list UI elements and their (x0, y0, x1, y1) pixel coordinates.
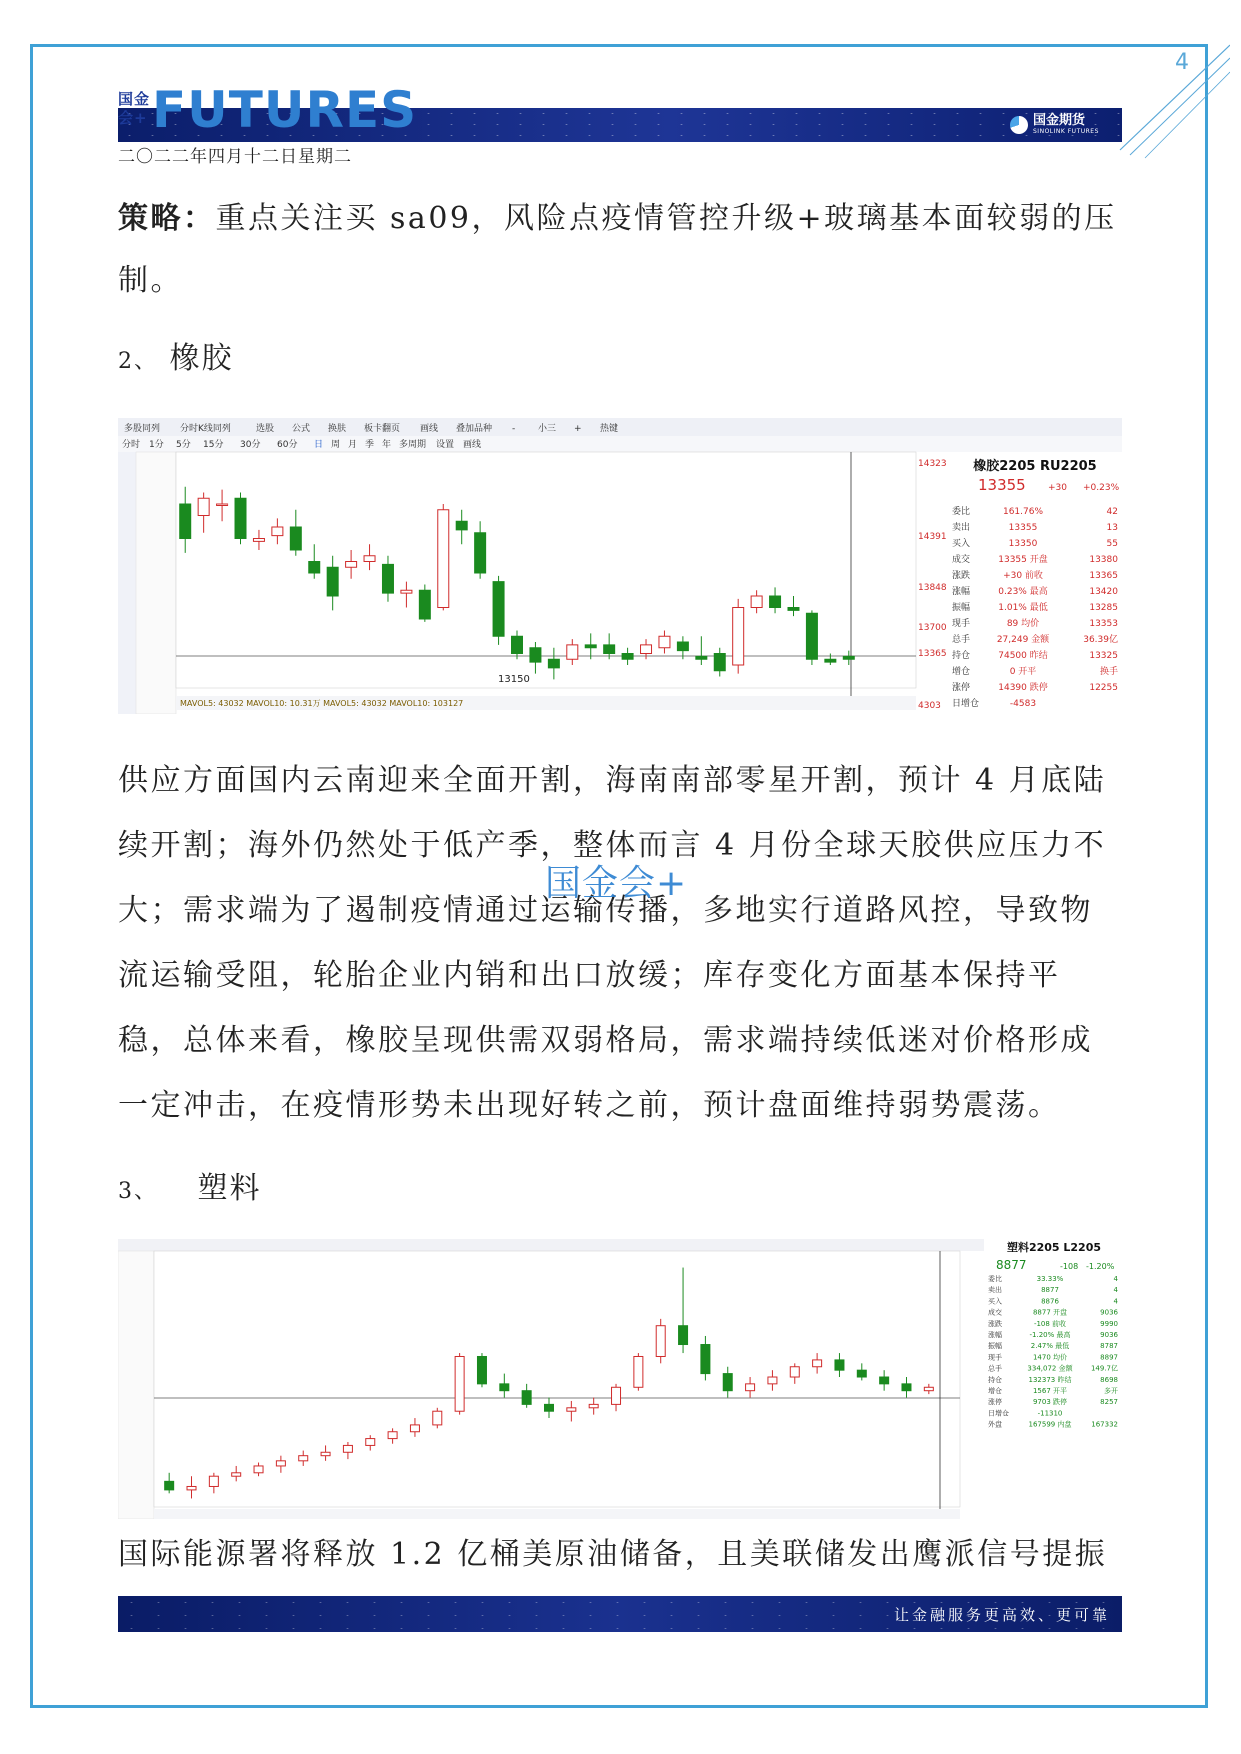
brand-mark-icon (1010, 116, 1028, 134)
period-tab: 日 (314, 440, 324, 450)
period-tab: 季 (365, 440, 375, 450)
quote-value-2: 36.39亿 (1083, 635, 1118, 645)
plastic-candle (433, 1408, 442, 1429)
quote-label: 现手 (952, 619, 971, 629)
quote-value-2: 13325 (1089, 651, 1118, 661)
quote-value: 8877 (1041, 1286, 1059, 1295)
rubber-candle (493, 576, 504, 645)
quote-label: 成交 (952, 555, 971, 565)
quote-label: 委比 (988, 1275, 1002, 1283)
rubber-low-label: 13150 (498, 674, 530, 685)
rubber-volume-label: MAVOL5: 43032 MAVOL10: 10.31万 MAVOL5: 43032 MAVOL10: 103127 (180, 699, 464, 708)
toolbar-item: 换肤 (328, 424, 347, 434)
plastic-quote-price: 8877 (996, 1258, 1027, 1272)
quote-label: 成交 (988, 1308, 1002, 1317)
rubber-heading-number: 2、 (118, 349, 158, 374)
plastic-quote-change-pct: -1.20% (1086, 1262, 1115, 1271)
quote-value-2: 多开 (1104, 1387, 1118, 1395)
quote-label: 卖出 (988, 1286, 1002, 1295)
quote-value-2: 13 (1106, 523, 1118, 533)
quote-value-2: 4 (1113, 1275, 1118, 1283)
plastic-chart-screenshot (118, 1239, 1122, 1519)
quote-label: 涨跌 (952, 571, 971, 581)
quote-value-2: 8787 (1100, 1342, 1118, 1351)
plastic-candle (455, 1353, 464, 1415)
quote-value: 167599 内盘 (1028, 1420, 1072, 1429)
plastic-candle (656, 1319, 665, 1363)
quote-value-2: 8257 (1100, 1398, 1118, 1407)
quote-value-2: 55 (1106, 539, 1118, 549)
period-tab: 周 (331, 440, 341, 450)
quote-label: 涨停 (952, 683, 971, 693)
y-tick-label: 13365 (918, 649, 947, 659)
quote-value-2: 13420 (1089, 587, 1118, 597)
quote-value: 132373 昨结 (1028, 1375, 1072, 1384)
quote-value-2: 9990 (1100, 1319, 1118, 1328)
watermark: 国金会+ (545, 863, 688, 904)
quote-value-2: 换手 (1099, 667, 1118, 677)
rubber-heading-text: 橡胶 (169, 341, 234, 376)
quote-value-2: 167332 (1091, 1420, 1118, 1429)
quote-label: 涨幅 (952, 587, 971, 597)
toolbar-item: 多股同列 (124, 424, 161, 434)
quote-value: 27,249 金额 (996, 635, 1050, 645)
quote-value: -11310 (1037, 1409, 1063, 1418)
period-tab: 15分 (203, 440, 224, 450)
toolbar-item: 公式 (292, 424, 311, 434)
y-tick-label: 14323 (918, 459, 947, 469)
quote-value-2: 42 (1106, 507, 1118, 517)
quote-value-2: 4 (1113, 1286, 1118, 1295)
quote-label: 日增仓 (952, 699, 980, 709)
quote-value-2: 13365 (1089, 571, 1118, 581)
period-tab: 1分 (149, 440, 164, 450)
quote-label: 振幅 (988, 1342, 1002, 1351)
quote-value-2: 13353 (1089, 619, 1118, 629)
logo-en: FUTURES (152, 81, 418, 139)
period-tab: 画线 (463, 440, 482, 450)
rubber-quote-title: 橡胶2205 RU2205 (973, 459, 1097, 474)
quote-label: 总手 (988, 1364, 1002, 1373)
corner-decoration (1110, 40, 1230, 160)
plastic-candle (634, 1353, 643, 1391)
rubber-candle (235, 493, 246, 545)
quote-value-2: 12255 (1089, 683, 1118, 693)
quote-value: 13355 开盘 (998, 555, 1048, 565)
quote-value-2: 9036 (1100, 1331, 1118, 1339)
rubber-candle (438, 504, 449, 610)
quote-value: 0.23% 最高 (998, 587, 1048, 597)
quote-value-2: 8897 (1100, 1353, 1118, 1362)
rubber-chart-screenshot (118, 418, 1122, 714)
footer-banner (118, 1596, 1122, 1632)
quote-label: 持仓 (952, 651, 971, 661)
quote-value: 8876 (1041, 1297, 1059, 1306)
quote-label: 总手 (952, 635, 971, 645)
quote-value-2: 13380 (1089, 555, 1118, 565)
quote-value-2: 9036 (1100, 1308, 1118, 1317)
quote-label: 振幅 (952, 603, 971, 613)
brand-logo (1010, 114, 1099, 135)
quote-value-2: 149.7亿 (1090, 1364, 1118, 1373)
period-tab: 5分 (176, 440, 191, 450)
strategy-label: 策略： (118, 201, 216, 236)
quote-value: 89 均价 (1006, 619, 1040, 629)
brand-name-en: SINOLINK FUTURES (1033, 128, 1099, 135)
quote-label: 增仓 (988, 1387, 1002, 1395)
toolbar-item: - (512, 424, 516, 434)
plastic-heading-text: 塑料 (197, 1171, 262, 1206)
plastic-heading-number: 3、 (118, 1179, 158, 1204)
quote-value: 161.76% (1002, 507, 1044, 517)
rubber-quote-change-pct: +0.23% (1083, 483, 1120, 493)
period-tab: 多周期 (399, 440, 427, 450)
quote-value: 9703 跌停 (1032, 1398, 1068, 1407)
logo-cn: 国金会+ (118, 90, 151, 127)
plastic-paragraph: 国际能源署将释放 1.2 亿桶美原油储备，且美联储发出鹰派信号提振 (118, 1537, 1108, 1572)
period-tab: 月 (348, 440, 358, 450)
page-number: 4 (1175, 50, 1189, 75)
toolbar-item: 叠加品种 (456, 424, 493, 434)
rubber-quote-change: +30 (1048, 483, 1067, 493)
quote-label: 增仓 (952, 667, 971, 677)
quote-label: 买入 (988, 1297, 1002, 1306)
quote-value: 0 开平 (1009, 667, 1037, 677)
y-tick-label: 13700 (918, 623, 947, 633)
toolbar-item: 热键 (600, 424, 619, 434)
toolbar-item: + (574, 424, 582, 434)
period-tab: 60分 (277, 440, 298, 450)
strategy-paragraph (118, 188, 1118, 312)
quote-label: 卖出 (952, 523, 971, 533)
quote-value: -108 前收 (1033, 1319, 1067, 1328)
quote-value: +30 前收 (1003, 571, 1043, 581)
quote-label: 涨幅 (988, 1331, 1002, 1339)
quote-value: 13355 (1008, 523, 1038, 533)
quote-label: 买入 (952, 539, 971, 549)
quote-label: 外盘 (988, 1420, 1002, 1429)
quote-value: 2.47% 最低 (1030, 1342, 1070, 1351)
quote-value: 1470 均价 (1032, 1353, 1068, 1362)
quote-label: 委比 (952, 507, 971, 517)
toolbar-item: 小三 (538, 424, 557, 434)
quote-value: 334,072 金额 (1027, 1364, 1073, 1373)
plastic-quote-title: 塑料2205 L2205 (1006, 1241, 1102, 1254)
quote-value: -1.20% 最高 (1029, 1331, 1071, 1339)
quote-label: 现手 (988, 1353, 1002, 1362)
quote-value-2: 13285 (1089, 603, 1118, 613)
y-tick-label: 13848 (918, 583, 947, 593)
quote-value: 13350 (1008, 539, 1038, 549)
quote-value: 33.33% (1036, 1275, 1064, 1283)
quote-value-2: 8698 (1100, 1375, 1118, 1384)
y-tick-label: 4303 (918, 701, 941, 711)
quote-label: 持仓 (988, 1375, 1002, 1384)
quote-value-2: 4 (1113, 1297, 1118, 1306)
quote-value: 8877 开盘 (1032, 1308, 1068, 1317)
period-tab: 设置 (436, 440, 455, 450)
quote-value: 1.01% 最低 (998, 603, 1048, 613)
footer-slogan: 让金融服务更高效、更可靠 (893, 1606, 1110, 1624)
quote-label: 涨跌 (988, 1319, 1002, 1328)
toolbar-item: 画线 (420, 424, 439, 434)
period-tab: 年 (382, 440, 392, 450)
report-date: 二〇二二年四月十二日星期二 (118, 147, 352, 167)
quote-value: 74500 昨结 (998, 651, 1048, 661)
plastic-heading (118, 1163, 262, 1207)
toolbar-item: 板卡翻页 (364, 424, 401, 434)
plastic-candle (477, 1353, 486, 1387)
strategy-text: 重点关注买 sa09，风险点疫情管控升级+玻璃基本面较弱的压制。 (118, 201, 1117, 298)
quote-value: 14390 跌停 (998, 683, 1048, 693)
quote-label: 涨停 (988, 1398, 1002, 1407)
period-tab: 30分 (240, 440, 261, 450)
period-tab: 分时 (122, 440, 141, 450)
toolbar-item: 分时K线同列 (180, 424, 231, 434)
rubber-candle (806, 610, 817, 665)
rubber-paragraph: 供应方面国内云南迎来全面开割，海南南部零星开割，预计 4 月底陆续开割；海外仍然处于低产季，整体而言 4 月份全球天胶供应压力不大；需求端为了遏制疫情通过运输传播，多地实行道路风控，导致物流运输受阻，轮胎企业内销和出口放缓；库存变化方面基本保持平稳，总体来看，橡胶呈现供需双弱格局，需求端持续低迷对价格形成一定冲击，在疫情形势未出现好转之前，预计盘面维持弱势震荡。 (118, 763, 1107, 1123)
toolbar-item: 选股 (256, 424, 275, 434)
quote-value: -4583 (1009, 699, 1037, 709)
rubber-quote-price: 13355 (978, 476, 1026, 494)
quote-value: 1567 开平 (1032, 1387, 1068, 1395)
quote-label: 日增仓 (988, 1409, 1009, 1418)
brand-name-cn: 国金期货 (1033, 113, 1086, 128)
plastic-quote-change: -108 (1060, 1262, 1079, 1271)
rubber-candle (733, 599, 744, 674)
rubber-heading (118, 333, 234, 377)
rubber-candle (419, 585, 430, 622)
y-tick-label: 14391 (918, 532, 947, 542)
